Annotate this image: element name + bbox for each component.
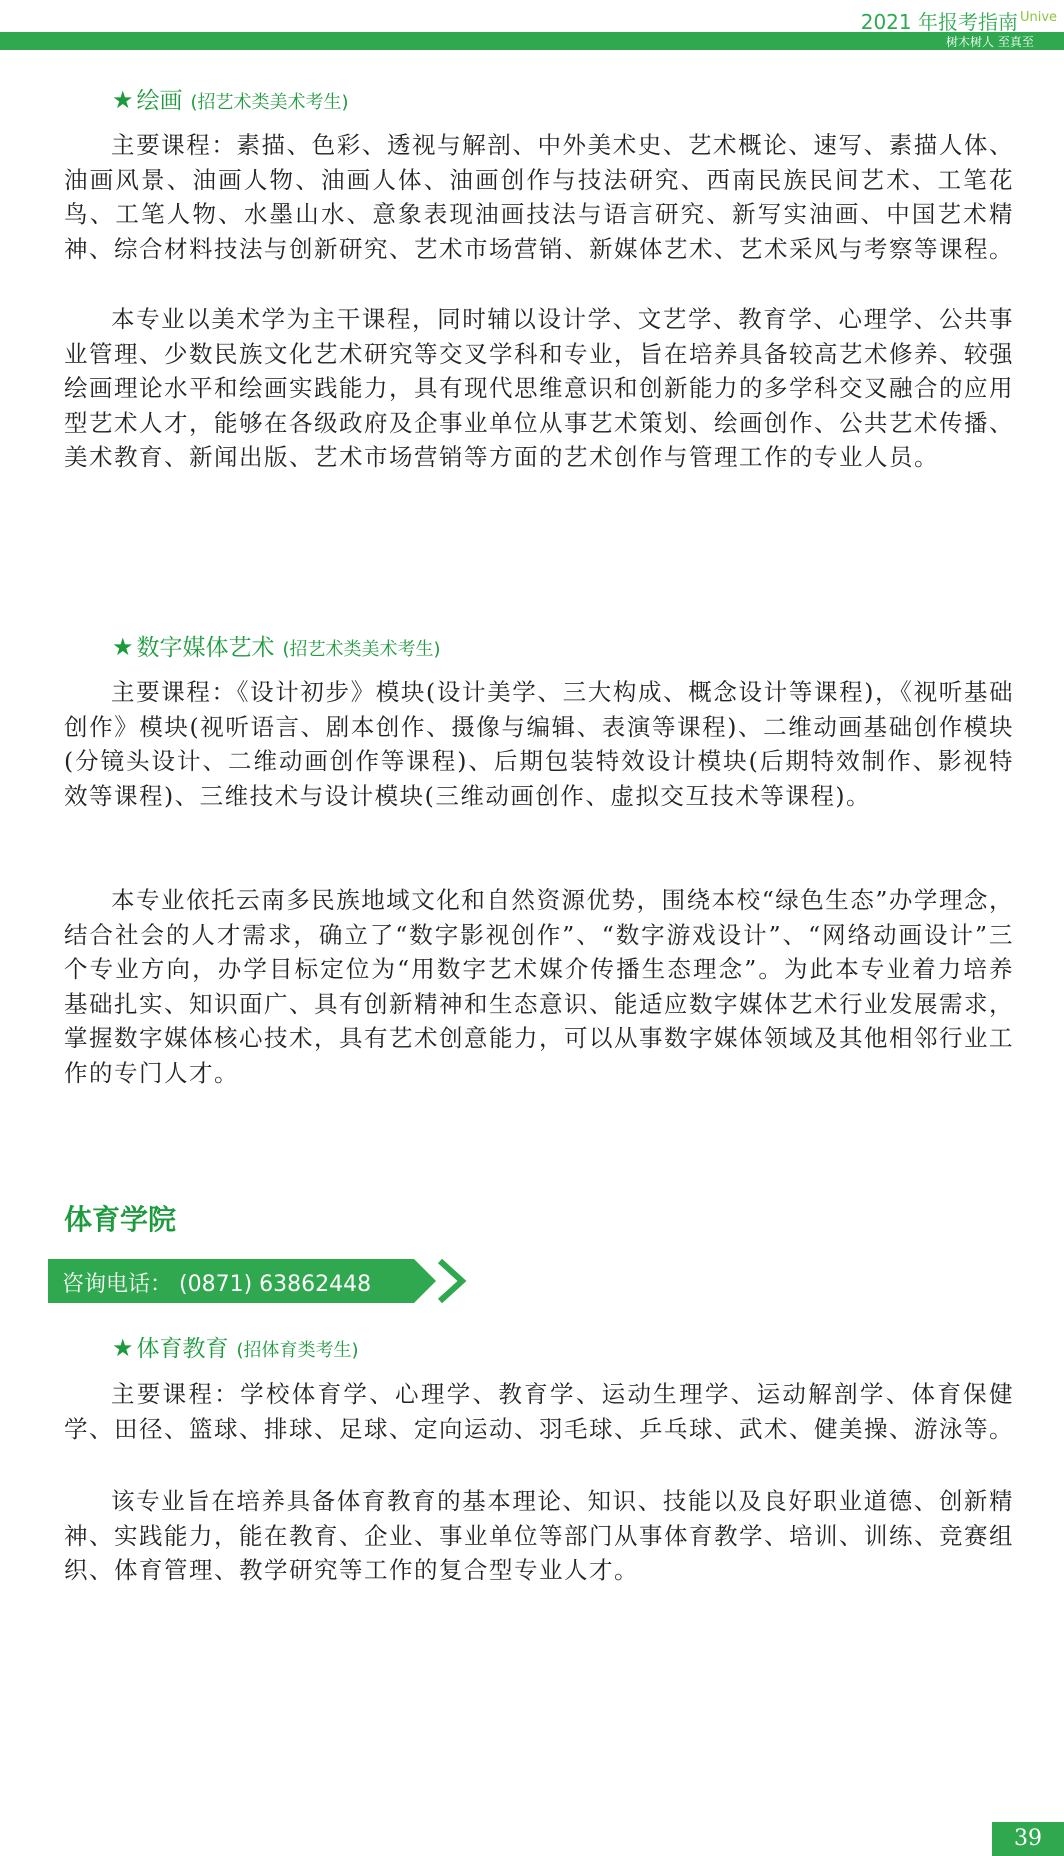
paragraph: 该专业旨在培养具备体育教育的基本理论、知识、技能以及良好职业道德、创新精神、实践能力，能在教育、企业、事业单位等部门从事体育教学、培训、训练、竞赛组织、体育管理、教学研究等工作的复合型专业人才。 [64,1487,1014,1585]
paragraph: 本专业以美术学为主干课程，同时辅以设计学、文艺学、教育学、心理学、公共事业管理、少数民族文化艺术研究等交叉学科和专业，旨在培养具备较高艺术修养、较强绘画理论水平和绘画实践能力，具有现代思维意识和创新能力的多学科交叉融合的应用型艺术人才，能够在各级政府及企事业单位从事艺术策划、绘画创作、公共艺术传播、美术教育、新闻出版、艺术市场营销等方面的艺术创作与管理工作的专业人员。 [64,305,1014,472]
school-motto: 树木树人 至真至 [946,35,1034,49]
paragraph: 主要课程：学校体育学、心理学、教育学、运动生理学、运动解剖学、体育保健学、田径、篮球、排球、足球、定向运动、羽毛球、乒乓球、武术、健美操、游泳等。 [64,1380,1014,1443]
phone-banner [48,1257,468,1305]
section-title: 数字媒体艺术 [136,635,275,661]
page-header [0,0,1064,50]
section-heading-pe-education [112,1330,359,1363]
paragraph: 本专业依托云南多民族地域文化和自然资源优势，围绕本校“绿色生态”办学理念，结合社会的人才需求，确立了“数字影视创作”、“数字游戏设计”、“网络动画设计”三个专业方向，办学目标定位为“用数字艺术媒介传播生态理念”。为此本专业着力培养基础扎实、知识面广、具有创新精神和生态意识、能适应数字媒体艺术行业发展需求，掌握数字媒体核心技术，具有艺术创意能力，可以从事数字媒体领域及其他相邻行业工作的专门人才。 [64,886,1014,1087]
section-heading-digital-media [112,629,441,662]
college-name: 体育学院 [64,1203,177,1236]
university-name-fragment: Unive [1020,10,1058,25]
section-title: 绘画 [136,88,183,114]
paragraph: 主要课程：素描、色彩、透视与解剖、中外美术史、艺术概论、速写、素描人体、油画风景、油画人物、油画人体、油画创作与技法研究、西南民族民间艺术、工笔花鸟、工笔人物、水墨山水、意象表现油画技法与语言研究、新写实油画、中国艺术精神、综合材料技法与创新研究、艺术市场营销、新媒体艺术、艺术采风与考察等课程。 [64,131,1014,263]
section-heading-painting [112,82,349,115]
star-icon: ★ [112,86,134,114]
section-note: (招艺术类美术考生) [282,639,441,660]
star-icon: ★ [112,1334,134,1362]
phone-text: 咨询电话： (0871) 63862448 [62,1272,372,1297]
section-note: (招艺术类美术考生) [190,92,349,113]
paragraph: 主要课程：《设计初步》模块(设计美学、三大构成、概念设计等课程)，《视听基础创作》模块(视听语言、剧本创作、摄像与编辑、表演等课程)、二维动画基础创作模块(分镜头设计、二维动画创作等课程)、后期包装特效设计模块(后期特效制作、影视特效等课程)、三维技术与设计模块(三维动画创作、虚拟交互技术等课程)。 [64,678,1014,810]
section-title: 体育教育 [136,1336,229,1362]
page-number: 39 [1014,1826,1042,1851]
star-icon: ★ [112,633,134,661]
guide-title: 2021 年报考指南 [860,10,1018,34]
page-number-badge [992,1822,1064,1856]
section-note: (招体育类考生) [236,1340,359,1361]
